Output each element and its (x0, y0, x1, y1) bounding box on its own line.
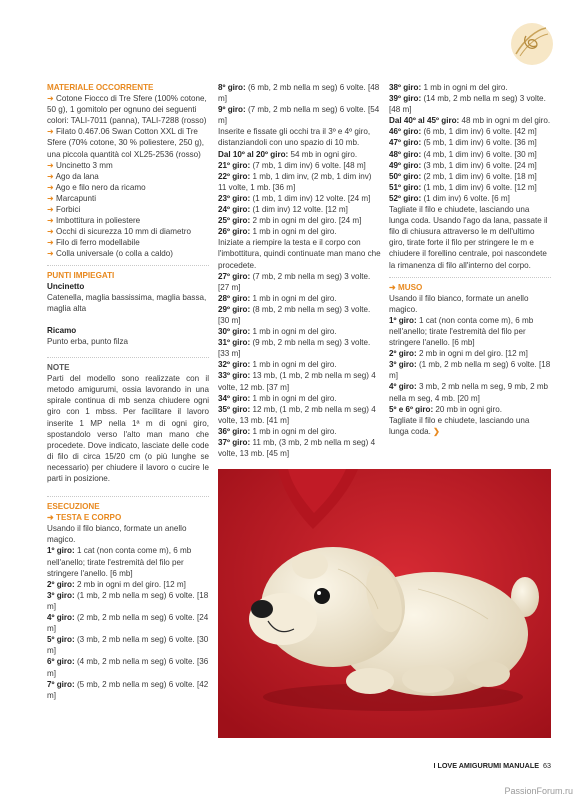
round-line (389, 182, 551, 193)
round-line (389, 126, 551, 137)
round-text: 1 cat (non conta come m), 6 mb nell'anello; tirate l'estremità del filo per stringere l'anello. [6 mb] (389, 315, 534, 348)
column-left (47, 82, 209, 701)
round-text: (4 mb, 1 dim inv) 6 volte. [30 m] (423, 149, 537, 159)
arrow-icon: ➜ (47, 238, 57, 248)
material-item (47, 182, 209, 193)
page-footer (433, 761, 551, 770)
round-line (218, 393, 381, 404)
round-label: 47º giro: (389, 138, 422, 148)
round-text: Inserite e fissate gli occhi tra il 3º e 4º giro, distanziandoli con uno spazio di 10 mb. (218, 127, 371, 148)
round-label: 6º giro: (47, 657, 75, 667)
round-label: 39º giro: (389, 94, 422, 104)
material-text: Forbici (56, 205, 81, 215)
arrow-icon: ➜ (47, 127, 57, 137)
rounds-list (47, 545, 209, 700)
dog-illustration (218, 469, 551, 738)
round-line (47, 590, 209, 612)
round-text: 1 mb, 1 dim inv, (2 mb, 1 dim inv) 11 volte, 1 mb. [36 m] (218, 171, 372, 192)
round-label: 2º giro: (389, 349, 417, 359)
column-middle (218, 82, 381, 459)
round-label: 3º giro: (47, 590, 75, 600)
round-label: 5º e 6º giro: (389, 404, 434, 414)
round-line (218, 326, 381, 337)
round-line (218, 226, 381, 237)
round-label: 25º giro: (218, 216, 251, 226)
round-line (389, 93, 551, 115)
round-label: 9º giro: (218, 105, 246, 115)
round-label: 22º giro: (218, 171, 251, 181)
round-text: (2 mb, 1 dim inv) 6 volte. [18 m] (423, 171, 537, 181)
round-text: 48 mb in ogni m del giro. (461, 116, 551, 126)
round-label: 30º giro: (218, 327, 251, 337)
round-text: (1 mb, 1 dim inv) 6 volte. [12 m] (423, 182, 537, 192)
round-text: (5 mb, 1 dim inv) 6 volte. [36 m] (423, 138, 537, 148)
round-line (218, 370, 381, 392)
round-line (218, 104, 381, 126)
round-text: 1 cat (non conta come m), 6 mb nell'anello; tirate l'estremità del filo per stringere l'anello. [6 mb] (47, 546, 192, 578)
round-line (218, 171, 381, 193)
round-line (389, 137, 551, 148)
material-item (47, 193, 209, 204)
note-text: Parti del modello sono realizzate con il metodo amigurumi, ossia lavorando in una spirale continua di mb senza chiudere ogni giro con 1 mbss. Per facilitare il lavoro inserite 1 MP nella 1ª m di ogni giro, spostandolo verso l'alto man mano che procedete. Dove indicato, lasciate delle code di filo di circa 15/20 cm (o più lunghe se necessario) per chiudere il lavoro o cucire le parti in posizione. (47, 374, 209, 483)
arrow-icon: ➜ (47, 94, 57, 104)
column-right (389, 82, 551, 437)
round-label: Dal 40º al 45º giro: (389, 116, 460, 126)
round-label: 37º giro: (218, 438, 251, 447)
round-line (218, 215, 381, 226)
round-text: (7 mb, 1 dim inv) 6 volte. [48 m] (252, 160, 366, 170)
round-line (389, 381, 551, 403)
round-label: 5º giro: (47, 635, 75, 645)
round-line (218, 204, 381, 215)
round-label: 38º giro: (389, 83, 422, 92)
material-text: Imbottitura in poliestere (56, 216, 141, 226)
round-label: 50º giro: (389, 171, 422, 181)
round-text: 20 mb in ogni giro. (435, 404, 502, 414)
round-label: 31º giro: (218, 338, 251, 348)
round-label: 8º giro: (218, 83, 246, 92)
round-text: 1 mb in ogni m del giro. (252, 293, 337, 303)
round-label: Dal 10º al 20º giro: (218, 149, 289, 159)
round-line (389, 160, 551, 171)
round-line (389, 171, 551, 182)
round-text: 1 mb in ogni m del giro. (423, 83, 508, 92)
round-text: (3 mb, 1 dim inv) 6 volte. [24 m] (423, 160, 537, 170)
round-text: 1 mb in ogni m del giro. (252, 360, 337, 370)
round-line (218, 304, 381, 326)
round-line (389, 149, 551, 160)
round-text: 2 mb in ogni m del giro. [12 m] (76, 579, 186, 589)
round-line (218, 82, 381, 104)
round-text: (4 mb, 2 mb nella m seg) 6 volte. [36 m] (47, 657, 209, 678)
round-text: (2 mb, 2 mb nella m seg) 6 volte. [24 m] (47, 613, 209, 634)
round-label: 35º giro: (218, 404, 251, 414)
round-text: (7 mb, 2 mb nella m seg) 6 volte. [54 m] (218, 105, 380, 126)
round-line (218, 337, 381, 359)
round-text: (1 dim inv) 6 volte. [6 m] (423, 193, 510, 203)
note-heading: NOTE (47, 363, 70, 373)
round-label: 23º giro: (218, 193, 251, 203)
round-line (47, 579, 209, 590)
round-text: (8 mb, 2 mb nella m seg) 3 volte. [30 m] (218, 304, 371, 325)
divider (47, 357, 209, 358)
round-line (389, 315, 551, 348)
round-text: (1 mb, 2 mb nella m seg) 6 volte. [18 m] (47, 590, 209, 611)
round-text: (14 mb, 2 mb nella m seg) 3 volte. [48 m] (389, 94, 546, 115)
round-line (47, 656, 209, 678)
round-text: (1 mb, 2 mb nella m seg) 6 volte. [18 m] (389, 360, 551, 381)
round-text: 1 mb in ogni m del giro. (252, 327, 337, 337)
round-text: 1 mb in ogni m del giro. (252, 227, 337, 237)
round-text: (3 mb, 2 mb nella m seg) 6 volte. [30 m] (47, 635, 209, 656)
material-text: Occhi di sicurezza 10 mm di diametro (56, 227, 191, 237)
round-text: 13 mb, (1 mb, 2 mb nella m seg) 4 volte, 12 mb. [37 m] (218, 371, 376, 392)
round-label: 1º giro: (389, 315, 417, 325)
material-text: Filo di ferro modellabile (56, 238, 140, 248)
material-item (47, 171, 209, 182)
section-intro: Usando il filo bianco, formate un anello magico. (47, 524, 187, 545)
rounds-list (389, 315, 551, 415)
round-line (47, 545, 209, 578)
page-number: 63 (543, 761, 551, 770)
rounds-list (389, 82, 551, 271)
arrow-icon: ➜ (47, 216, 57, 226)
material-item (47, 215, 209, 226)
round-label: 1º giro: (47, 546, 75, 556)
round-line (218, 237, 381, 270)
muso-intro: Usando il filo bianco, formate un anello magico. (389, 293, 529, 314)
amigurumi-dog-photo (218, 469, 551, 738)
rounds-list (218, 82, 381, 459)
material-text: Ago e filo nero da ricamo (55, 182, 146, 192)
round-line (218, 126, 381, 148)
logo-icon (506, 20, 554, 68)
round-text: (9 mb, 2 mb nella m seg) 3 volte. [33 m] (218, 338, 371, 359)
uncinetto-text: Catenella, maglia bassissima, maglia bassa, maglia alta (47, 292, 207, 313)
arrow-icon: ➜ (47, 249, 57, 259)
round-line (218, 160, 381, 171)
material-item (47, 237, 209, 248)
material-item (47, 126, 209, 159)
arrow-icon: ➜ (47, 193, 57, 203)
points-heading: PUNTI IMPIEGATI (47, 270, 115, 280)
round-line (218, 404, 381, 426)
magazine-title: I LOVE AMIGURUMI MANUALE (433, 761, 539, 770)
material-text: Ago da lana (55, 171, 99, 181)
round-label: 4º giro: (389, 382, 417, 392)
round-line (389, 359, 551, 381)
round-label: 2º giro: (47, 579, 75, 589)
material-item (47, 226, 209, 237)
material-text: Colla universale (o colla a caldo) (56, 249, 173, 259)
arrow-icon: ➜ (47, 227, 57, 237)
round-line (218, 271, 381, 293)
materials-list (47, 93, 209, 259)
material-text: Cotone Fiocco di Tre Sfere (100% cotone, 50 g), 1 gomitolo per ognuno dei seguenti colori: TALI-7011 (panna), TALI-7288 (rosso) (47, 94, 207, 126)
round-label: 36º giro: (218, 426, 251, 436)
round-text: 12 mb, (1 mb, 2 mb nella m seg) 4 volte, 13 mb. [41 m] (218, 404, 376, 425)
round-label: 46º giro: (389, 127, 422, 137)
round-line (389, 193, 551, 204)
round-label: 34º giro: (218, 393, 251, 403)
round-line (218, 293, 381, 304)
round-line (389, 204, 551, 271)
round-label: 21º giro: (218, 160, 251, 170)
round-text: Tagliate il filo e chiudete, lasciando una lunga coda. Usando l'ago da lana, passate il filo di chiusura attraverso le m dell'ultimo giro, tirate forte il filo per stringere le m e chiudere il forellino centrale, poi nascondete la rimanenza di filo all'interno del corpo. (389, 205, 548, 270)
round-text: 2 mb in ogni m del giro. [12 m] (418, 349, 528, 359)
ricamo-label: Ricamo (47, 325, 77, 335)
round-text: Iniziate a riempire la testa e il corpo con l'imbottitura, quindi continuate man mano che procedete. (218, 238, 381, 270)
divider (47, 265, 209, 266)
material-item (47, 248, 209, 259)
round-label: 51º giro: (389, 182, 422, 192)
round-text: (6 mb, 2 mb nella m seg) 6 volte. [48 m] (218, 83, 380, 104)
round-line (218, 426, 381, 437)
round-label: 7º giro: (47, 679, 75, 689)
round-label: 48º giro: (389, 149, 422, 159)
round-line (47, 612, 209, 634)
round-label: 29º giro: (218, 304, 251, 314)
round-text: 54 mb in ogni giro. (290, 149, 358, 159)
round-text: (6 mb, 1 dim inv) 6 volte. [42 m] (423, 127, 537, 137)
round-line (47, 679, 209, 701)
round-text: 1 mb in ogni m del giro. (252, 393, 337, 403)
round-line (389, 82, 551, 93)
round-text: 3 mb, 2 mb nella m seg, 9 mb, 2 mb nella m seg, 4 mb. [20 m] (389, 382, 549, 403)
arrow-icon: ➜ (47, 205, 57, 215)
round-text: 1 mb in ogni m del giro. (252, 426, 337, 436)
arrow-icon: ➜ (47, 160, 57, 170)
round-line (218, 193, 381, 204)
round-label: 27º giro: (218, 271, 251, 281)
ricamo-text: Punto erba, punto filza (47, 336, 128, 346)
round-line (389, 115, 551, 126)
round-line (218, 359, 381, 370)
divider (389, 277, 551, 278)
round-label: 3º giro: (389, 360, 417, 370)
execution-heading: ESECUZIONE (47, 502, 100, 512)
round-label: 24º giro: (218, 205, 251, 215)
round-text: (1 mb, 1 dim inv) 12 volte. [24 m] (252, 193, 371, 203)
watermark: PassionForum.ru (504, 786, 573, 796)
round-label: 33º giro: (218, 371, 251, 381)
material-text: Filato 0.467.06 Swan Cotton XXL di Tre Sfere (70% cotone, 30 % poliestere, 250 g), una piccola quantità col XL25-2536 (rosso) (47, 127, 205, 159)
round-line (218, 437, 381, 459)
round-line (389, 404, 551, 415)
section-heading-muso: ➜ MUSO (389, 282, 423, 292)
round-text: 11 mb, (3 mb, 2 mb nella m seg) 4 volte, 13 mb. [45 m] (218, 438, 376, 459)
material-item (47, 93, 209, 126)
round-label: 32º giro: (218, 360, 251, 370)
materials-heading: MATERIALE OCCORRENTE (47, 83, 154, 92)
arrow-icon: ➜ (47, 182, 56, 192)
material-text: Marcapunti (56, 193, 97, 203)
round-label: 49º giro: (389, 160, 422, 170)
material-text: Uncinetto 3 mm (56, 160, 113, 170)
uncinetto-label: Uncinetto (47, 281, 85, 291)
round-text: (1 dim inv) 12 volte. [12 m] (252, 205, 348, 215)
material-item (47, 160, 209, 171)
round-label: 4º giro: (47, 613, 75, 623)
round-text: 2 mb in ogni m del giro. [24 m] (252, 216, 362, 226)
round-text: (7 mb, 2 mb nella m seg) 3 volte. [27 m] (218, 271, 371, 292)
round-line (218, 149, 381, 160)
round-line (47, 634, 209, 656)
arrow-icon: ➜ (47, 171, 56, 181)
round-label: 26º giro: (218, 227, 251, 237)
round-text: (5 mb, 2 mb nella m seg) 6 volte. [42 m] (47, 679, 209, 700)
muso-end: Tagliate il filo e chiudete, lasciando una lunga coda. ❯ (389, 415, 530, 436)
round-label: 52º giro: (389, 193, 422, 203)
section-heading-testa: ➜ TESTA E CORPO (47, 513, 122, 523)
round-label: 28º giro: (218, 293, 251, 303)
material-item (47, 204, 209, 215)
divider (47, 496, 209, 497)
round-line (389, 348, 551, 359)
